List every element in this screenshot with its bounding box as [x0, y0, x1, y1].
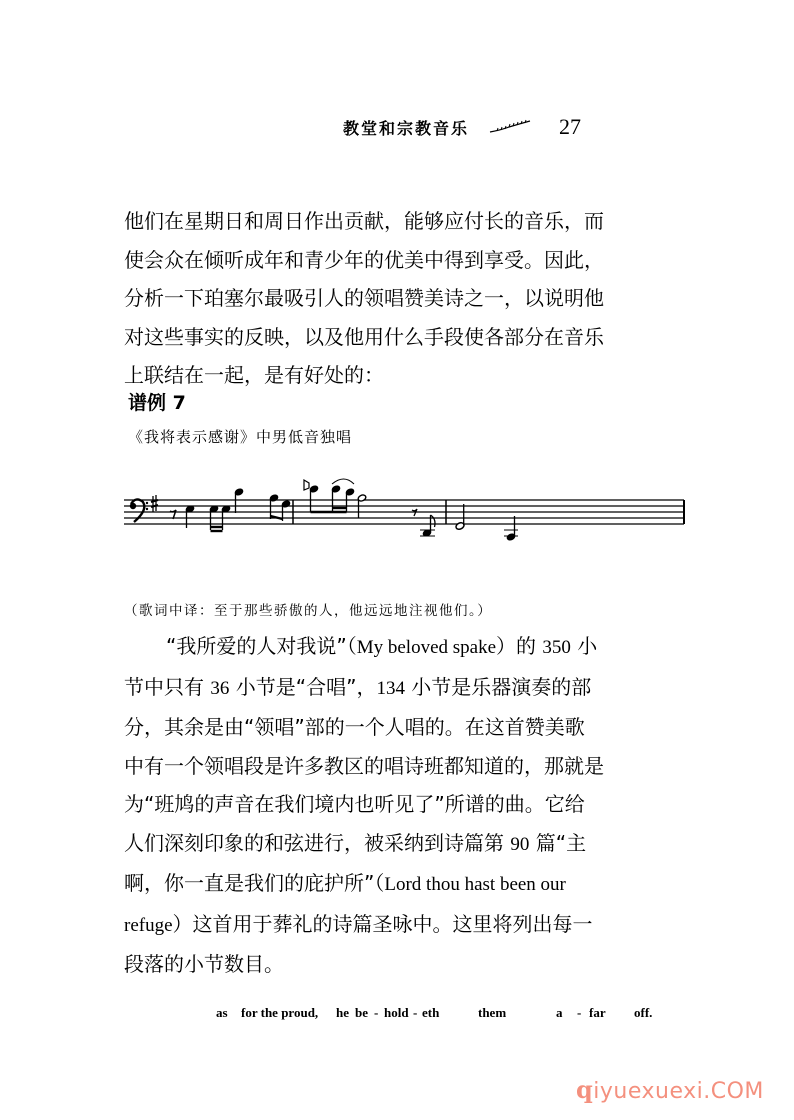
text-line: 啊，你一直是我们的庇护所”（Lord thou hast been our: [124, 871, 566, 895]
lyric-syllable: be: [355, 1005, 368, 1020]
bass-clef-icon: [130, 499, 148, 522]
text-line: “我所爱的人对我说”（My beloved spake）的 350 小: [166, 634, 598, 658]
notes-measure-3: [455, 504, 518, 541]
lyrics-line: [124, 1005, 690, 1025]
text-line: 他们在星期日和周日作出贡献，能够应付长的音乐，而: [124, 209, 604, 233]
lyric-syllable: -: [413, 1005, 418, 1020]
running-header: [343, 112, 581, 142]
lyric-syllable: he: [336, 1005, 349, 1020]
text-line: 中有一个领唱段是许多教区的唱诗班都知道的，那就是: [124, 753, 604, 778]
text-line: refuge）这首用于葬礼的诗篇圣咏中。这里将列出每一: [124, 911, 593, 936]
text-line: 段落的小节数目。: [124, 952, 284, 976]
lyric-syllable: a: [556, 1005, 563, 1020]
lyric-syllable: -: [374, 1005, 379, 1020]
staff-lines: [124, 500, 684, 524]
body-paragraph: [124, 627, 690, 984]
lyric-syllable: for the proud,: [241, 1005, 319, 1020]
text-line: 为“班鸠的声音在我们境内也听见了”所谱的曲。它给: [124, 792, 585, 816]
lyric-syllable: -: [577, 1005, 582, 1020]
staff-notation: [124, 460, 690, 545]
text-line: 使会众在倾听成年和青少年的优美中得到享受。因此，: [124, 247, 604, 272]
text-line: 分析一下珀塞尔最吸引人的领唱赞美诗之一，以说明他: [124, 286, 604, 310]
text-line: 对这些事实的反映，以及他用什么手段使各部分在音乐: [124, 324, 604, 349]
notes-measure-2: [304, 479, 435, 537]
chapter-title: 教堂和宗教音乐: [343, 118, 470, 138]
lyric-syllable: far: [589, 1005, 606, 1020]
lyric-syllable: hold: [384, 1005, 409, 1020]
site-watermark: qiyuexuexi.COM: [576, 1075, 764, 1104]
text-line: 节中只有 36 小节是“合唱”，134 小节是乐器演奏的部: [124, 674, 592, 699]
lyric-syllable: them: [478, 1005, 507, 1020]
intro-paragraph: [124, 202, 690, 395]
page-number: 27: [559, 114, 582, 139]
lyric-syllable: as: [216, 1005, 228, 1020]
text-line: 分，其余是由“领唱”部的一个人唱的。在这首赞美歌: [124, 715, 585, 739]
text-line: 上联结在一起，是有好处的：: [124, 363, 384, 387]
sharp-icon: [151, 495, 158, 512]
lyrics-translation: （歌词中译：至于那些骄傲的人，他远远地注视他们。）: [124, 603, 493, 619]
example-caption: 《我将表示感谢》中男低音独唱: [128, 428, 353, 446]
example-label: 谱例 7: [128, 392, 186, 414]
flourish-icon: [489, 119, 531, 135]
lyric-syllable: off.: [634, 1005, 653, 1020]
lyric-syllable: eth: [422, 1005, 440, 1020]
text-line: 人们深刻印象的和弦进行，被采纳到诗篇第 90 篇“主: [124, 830, 587, 855]
